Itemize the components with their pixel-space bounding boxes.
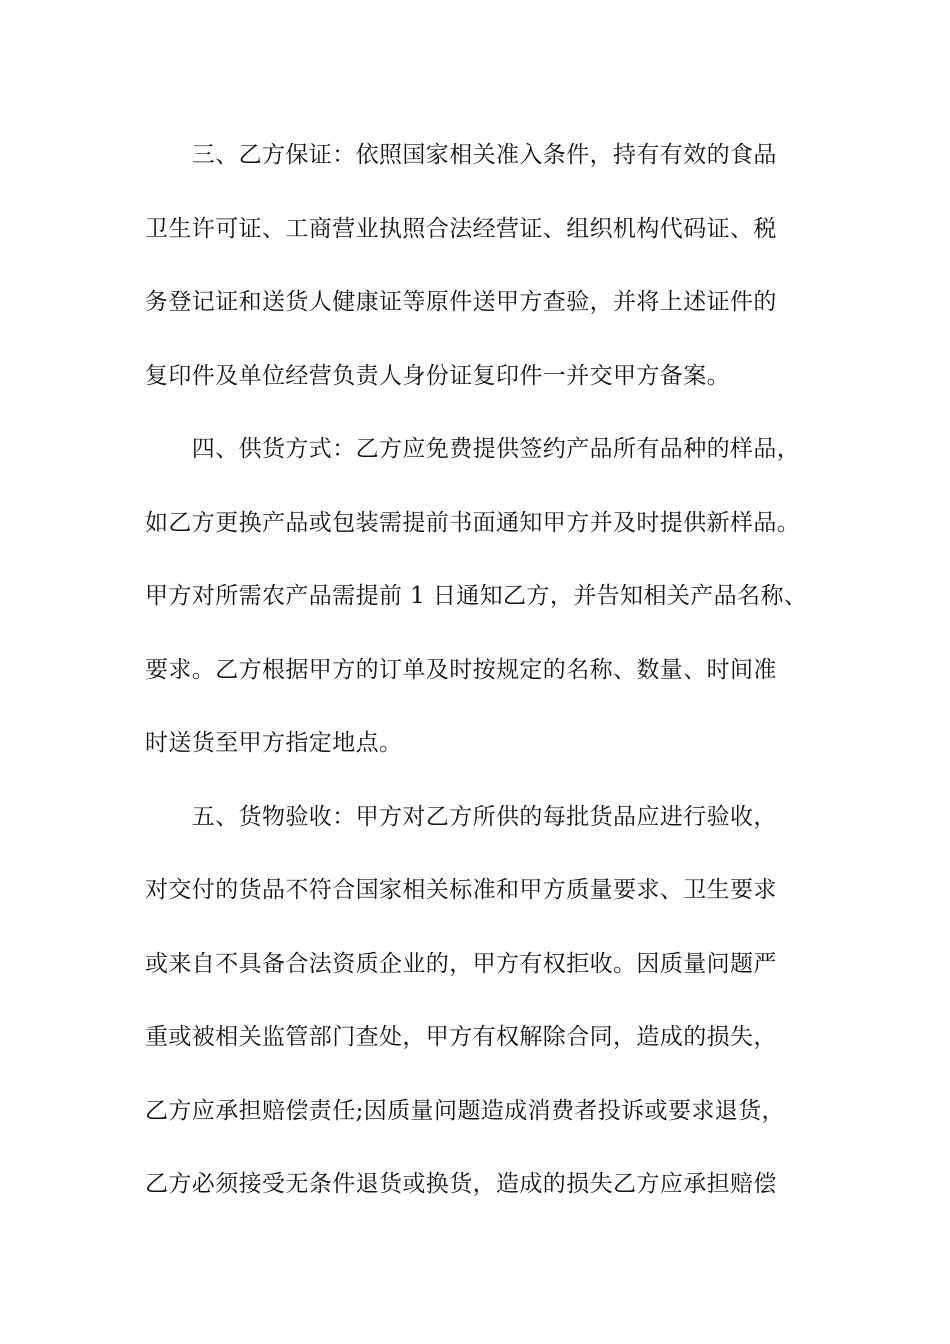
text-line: 四、供货方式：乙方应免费提供签约产品所有品种的样品， [145,436,801,462]
text-line: 或来自不具备合法资质企业的，甲方有权拒收。因质量问题严 [145,950,777,977]
text-line: 卫生许可证、工商营业执照合法经营证、组织机构代码证、税 [145,215,777,242]
text-line: 重或被相关监管部门查处，甲方有权解除合同，造成的损失， [145,1024,777,1050]
text-line: 时送货至甲方指定地点。 [145,730,403,756]
text-line: 复印件及单位经营负责人身份证复印件一并交甲方备案。 [145,362,730,389]
text-line: 对交付的货品不符合国家相关标准和甲方质量要求、卫生要求 [145,877,777,903]
text-line: 三、乙方保证：依照国家相关准入条件，持有有效的食品 [145,142,777,168]
contract-body-text [145,132,815,1235]
text-line: 要求。乙方根据甲方的订单及时按规定的名称、数量、时间准 [145,656,777,683]
text-line: 五、货物验收：甲方对乙方所供的每批货品应进行验收， [145,803,777,830]
text-line: 乙方应承担赔偿责任;因质量问题造成消费者投诉或要求退货， [145,1097,785,1124]
text-line: 乙方必须接受无条件退货或换货，造成的损失乙方应承担赔偿 [145,1171,777,1197]
text-line: 甲方对所需农产品需提前 1 日通知乙方，并告知相关产品名称、 [145,583,808,609]
text-line: 如乙方更换产品或包装需提前书面通知甲方并及时提供新样品。 [145,509,801,536]
text-line: 务登记证和送货人健康证等原件送甲方查验，并将上述证件的 [145,289,777,315]
